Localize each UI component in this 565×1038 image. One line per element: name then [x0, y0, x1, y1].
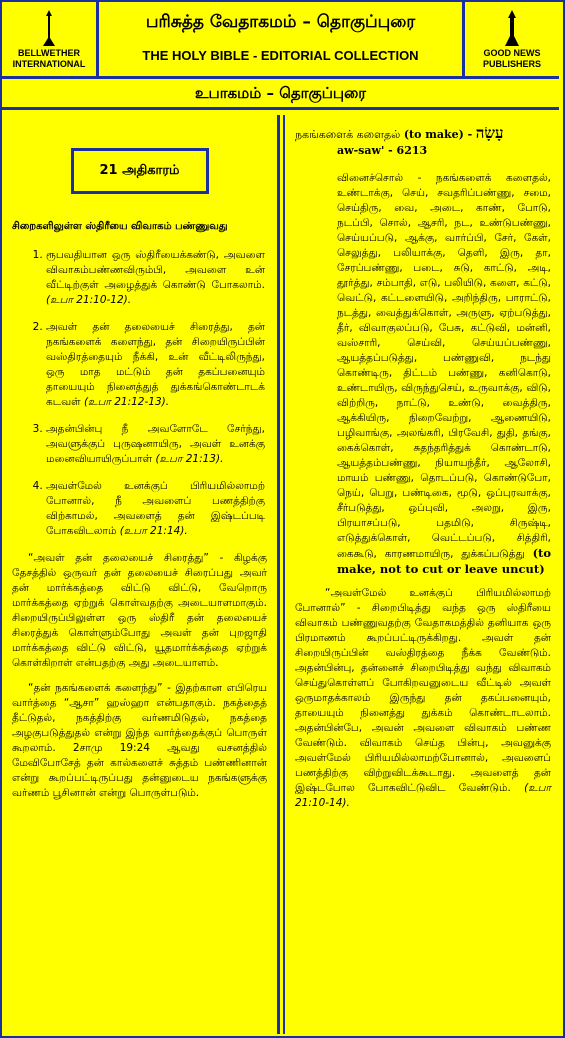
left-column	[2, 115, 280, 1034]
word-meanings	[337, 171, 551, 578]
right-column	[283, 115, 561, 1034]
title-english: THE HOLY BIBLE - EDITORIAL COLLECTION	[142, 48, 419, 63]
commentary-paragraph-3	[295, 586, 551, 811]
chapter-box: 21 அதிகாரம்	[71, 148, 209, 194]
title-tamil: பரிசுத்த வேதாகமம் – தொகுப்புரை	[145, 12, 416, 32]
meanings-english: (to make, not to cut or leave uncut)	[337, 546, 551, 576]
good-news-icon	[502, 8, 522, 48]
item-ref: (உபா 21:10-12).	[46, 294, 132, 306]
para-text: “அவள்மேல் உனக்குப் பிரியமில்லாமற் போனால்” - சிறைபிடித்து வந்த ஒரு ஸ்திரீயை விவாகம் பண்ணுவதற்கு வேதாகமத்தில் தனியாக ஒரு பிரமாணம் கூறப்பட்டிருக்கிறது. அவள் தன் சிறையிருப்பின் வஸ்திரத்தை நீக்க வேண்டும். அதன்பின்பு, தன்னைச் சிறைபிடித்து வந்து விவாகம் செய்துகொள்ளப் போகிறவனுடைய வீட்டில் அவள் ஒருமாதக்காலம் இருந்து தன் தகப்பனையும், தாயையும் நினைத்து துக்கம் கொண்டாடலாம். அதன்பின்பே, அவன் அவளை விவாகம் பண்ண வேண்டும். விவாகம் செய்த பின்பு, அவனுக்கு அவள்மேல் பிரியமில்லாமற்போனால், அவளைப் பணத்திற்கு விற்றுவிடக்கூடாது. அவளைத் தன் இஷ்டபோல போகவிட்டுவிட வேண்டும்.	[295, 587, 551, 794]
section-title: சிறைகளிலுள்ள ஸ்திரீயை விவாகம் பண்ணுவது	[12, 221, 228, 232]
item-text: அவள்மேல் உனக்குப் பிரியமில்லாமற் போனால், நீ அவளைப் பணத்திற்கு விற்காமல், அவளைத் தன் இஷ்டப்படி போகவிடலாம்	[46, 480, 265, 537]
word-hebrew: עָשָׂה	[475, 124, 504, 142]
item-ref: (உபா 21:12-13).	[83, 396, 170, 408]
meanings-text: வினைச்சொல் - நகங்களைக் களைதல், உண்டாக்கு, செய், சவதரிப்பண்ணு, சமை, செய்திரு, வை, அடை, காண், போடு, நடப்பி, சொல், ஆசரி, நட, உண்டுபண்ணு, செய்யப்படு, ஆக்கு, வார்ப்பி, சேர், கேள், செலுத்து, பலியாக்கு, தெளி, இரு, தா, சேரப்பண்ணு, படை, சுடு, காட்டு, அடி, தூர்த்து, சம்பாதி, எடு, பலியிடு, களை, கட்டு, வெட்டு, கட்டளையிடு, அறிந்திரு, பாராட்டு, நடத்து, வைத்துக்கொள், அருளு, ஏற்படுத்து, தீர், விவாகுலப்படு, பேசு, கட்டுவி, மன்னி, வஸ்சாரி, செய்வி, செய்யப்பண்ணு, ஆயத்தப்படுத்து, பண்ணுவி, நடந்து கொண்டிரு, திட்டம் பண்ணு, கனிகொடு, உண்டாயிரு, விருந்துசெய், உருவாக்கு, விடு, விற்றிரு, நாட்டு, உண்டு, வைத்திரு, ஆக்கியிரு, நிறைவேற்று, ஆணையிடு, பழிவாங்கு, அலங்கரி, பிரவேசி, துதி, தங்கு, கைக்கொள், சுதந்தரித்துக் கொண்டாடு, ஆயத்தம்பண்ணு, நியாயந்தீர், ஆலோசி, மாயம் பண்ணு, தொடப்படு, கொண்டுபோ, நெய், பெறு, பண்டிகை, மூடு, ஒப்புரவாக்கு, சீர்படுத்து, ஒப்புவி, அலறு, இரு, பிரயாசப்படு, பதமிடு, சிருஷ்டி, எடுத்துக்கொள், வெட்டப்படு, சித்திரி, கைகூடு, காரணமாயிரு, துக்கப்படுத்து	[337, 172, 551, 560]
item-text: அதன்பின்பு நீ அவளோடே சேர்ந்து, அவளுக்குப் புருஷனாயிரு, அவள் உனக்கு மனைவியாயிருப்பாள்	[46, 423, 265, 465]
commentary-paragraph-1: “அவள் தன் தலையைச் சிரைத்து” - கிழக்கு தேசத்தில் ஒருவர் தன் தலையைச் சிரைப்பது அவர் தன் மார்க்கத்தை விட்டு விட்டு, வேறொரு மார்க்கத்தை ஏற்றுக் கொள்வதற்கு அடையாளமாகும். சிறையிருப்பிலுள்ள ஒரு ஸ்திரீ தன் தலையைச் சிரைத்துக் கொள்ளும்போது அவள் தன் புறஜாதி மார்க்கத்தை விட்டு விட்டு, யூதமார்க்கத்தை ஏற்றுக் கொள்கிறாள் என்பதற்கு அது அடையாளம்.	[12, 552, 267, 669]
word-heading	[295, 125, 551, 159]
item-ref: (உபா 21:14).	[119, 525, 188, 537]
bellwether-icon	[39, 8, 59, 48]
left-logo-text: BELLWETHER INTERNATIONAL	[12, 48, 86, 69]
item-ref: (உபா 21:13).	[155, 453, 224, 465]
good-news-logo	[462, 2, 559, 76]
word-transliteration: aw-saw' - 6213	[337, 144, 428, 157]
title-block	[99, 2, 462, 76]
list-item	[46, 248, 265, 308]
verse-list	[20, 248, 265, 539]
item-text: ரூபவதியான ஒரு ஸ்திரீயைக்கண்டு, அவளை விவாகம்பண்ணவிரும்பி, அவளை உன் வீட்டிற்குள் அழைத்துக் கொண்டு போகலாம்.	[46, 249, 265, 291]
para-ref: (உபா 21:10-14).	[295, 782, 552, 809]
bellwether-logo	[2, 2, 99, 76]
word-head-tamil: நகங்களைக் களைதல்	[295, 128, 401, 141]
subheader: உபாகமம் – தொகுப்புரை	[2, 79, 559, 110]
item-text: அவள் தன் தலையைச் சிரைத்து, தன் நகங்களைக் களைந்து, தன் சிறையிருப்பின் வஸ்திரத்தையும் நீக்கி, உன் வீட்டிலிருந்து, ஒரு மாத மட்டும் தன் தகப்பனையும் தாயையும் நினைத்துத் துக்கங்கொண்டாடக் கடவள்	[46, 321, 265, 408]
right-logo-text: GOOD NEWS PUBLISHERS	[482, 48, 541, 69]
list-item	[46, 422, 265, 467]
commentary-paragraph-2: “தன் நகங்களைக் களைந்து” - இதற்கான எபிரெய வார்த்தை “ஆசா” ஹஸ்ஹா என்பதாகும். நகத்தைத் தீட்டுதல், நகத்திற்கு வர்ணமிடுதல், நகத்தை அழகுபடுத்துதல் என்று இந்த வார்த்தைக்குப் பொருள் கூறலாம். 2சாமு 19:24 ஆவது வசனத்தில் மேவிபோசேத் தன் கால்களைச் சுத்தம் பண்ணினான் என்று கூறப்பட்டிருப்பது தன்னுடைய நகங்களுக்கு வர்ணம் பூசினான் என்று பொருள்படும்.	[12, 682, 267, 799]
list-item	[46, 320, 265, 410]
word-head-english: (to make) -	[403, 128, 473, 141]
list-item	[46, 479, 265, 539]
header	[2, 2, 559, 79]
